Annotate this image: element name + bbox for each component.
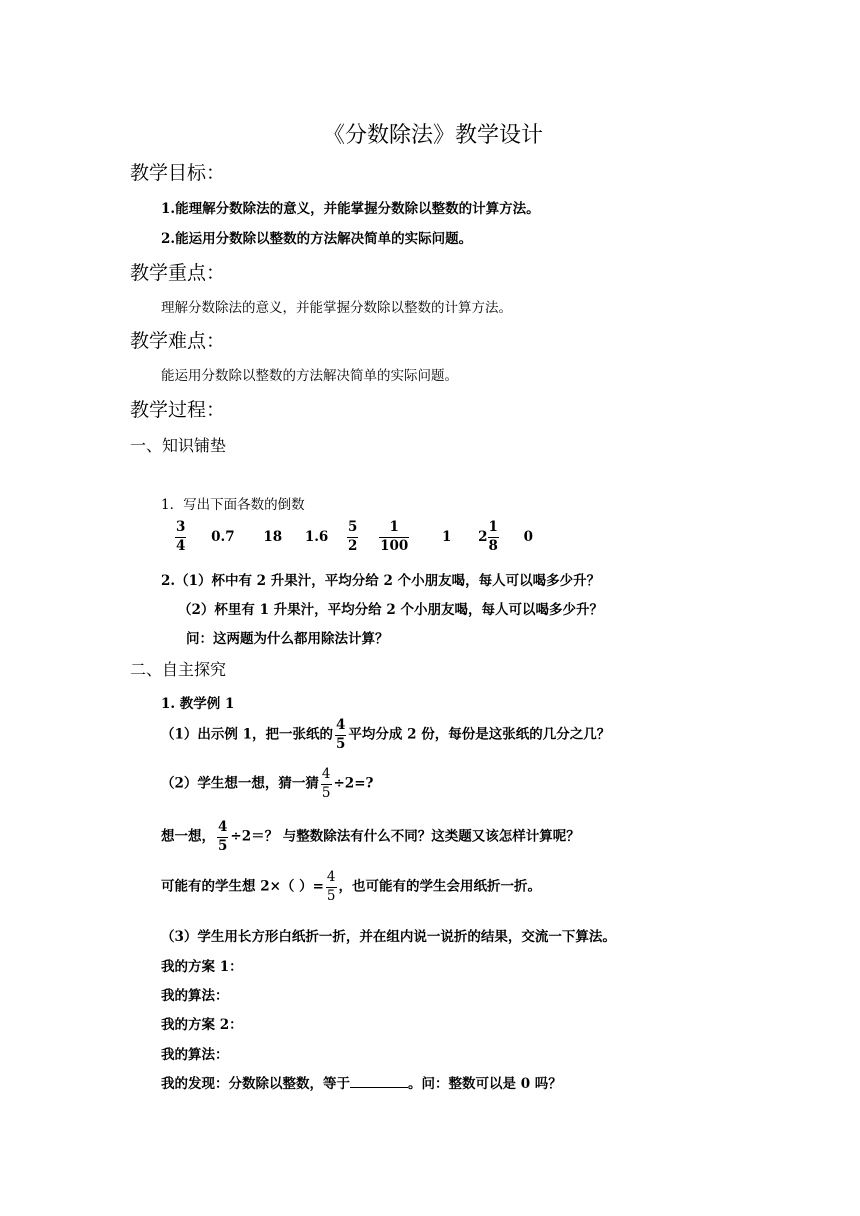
key-points-heading: 教学重点： bbox=[130, 262, 226, 284]
difficulty-text: 能运用分数除以整数的方法解决简单的实际问题。 bbox=[161, 368, 458, 384]
reciprocal-numbers-row bbox=[173, 521, 533, 553]
plan-2: 我的方案 2： bbox=[161, 1017, 243, 1033]
method-1: 我的算法： bbox=[161, 988, 229, 1004]
key-points-text: 理解分数除法的意义，并能掌握分数除以整数的计算方法。 bbox=[161, 300, 512, 316]
objective-2: 2.能运用分数除以整数的方法解决简单的实际问题。 bbox=[161, 231, 473, 247]
section-1-heading: 一、知识铺垫 bbox=[130, 436, 227, 455]
number-1: 1 bbox=[442, 528, 452, 545]
discovery-line: 我的发现：分数除以整数，等于 。问：整数可以是 0 吗？ bbox=[161, 1076, 562, 1092]
task-2-question: 问：这两题为什么都用除法计算？ bbox=[186, 631, 389, 647]
fraction-4-5: $\frac{4}{5}$ bbox=[321, 766, 331, 801]
plan-1: 我的方案 1： bbox=[161, 959, 243, 975]
number-18: 18 bbox=[263, 528, 283, 545]
process-heading: 教学过程： bbox=[130, 399, 226, 421]
difficulty-heading: 教学难点： bbox=[130, 330, 226, 352]
section-2-heading: 二、自主探究 bbox=[130, 660, 227, 679]
task-2-part-2: （2）杯里有 1 升果汁，平均分给 2 个小朋友喝，每人可以喝多少升？ bbox=[178, 602, 603, 618]
page-title: 《分数除法》教学设计 bbox=[323, 123, 544, 148]
number-1-6: 1.6 bbox=[304, 528, 329, 545]
example-1-step-1: （1）出示例 1，把一张纸的 $\frac{4}{5}$ 平均分成 2 份，每份是这张纸的几分之几？ bbox=[161, 717, 611, 752]
task-1: 1．写出下面各数的倒数 bbox=[161, 497, 305, 513]
fraction-4-5: $\frac{4}{5}$ bbox=[336, 717, 346, 752]
task-2-part-1: 2.（1）杯中有 2 升果汁，平均分给 2 个小朋友喝，每人可以喝多少升？ bbox=[161, 573, 601, 589]
fraction-3-4: $\frac{3}{4}$ bbox=[176, 519, 186, 554]
possible-approach: 可能有的学生想 2×（ ）= $\frac{4}{5}$ ，也可能有的学生会用纸折一折。 bbox=[161, 869, 542, 904]
answer-blank bbox=[350, 1075, 408, 1088]
objectives-heading: 教学目标： bbox=[130, 162, 226, 184]
number-0-7: 0.7 bbox=[211, 528, 235, 545]
number-0: 0 bbox=[523, 528, 534, 545]
mixed-number-2-1-8: 2 $\frac{1}{8}$ bbox=[478, 519, 498, 554]
example-1-heading: 1. 教学例 1 bbox=[161, 696, 235, 712]
objective-1: 1.能理解分数除法的意义，并能掌握分数除以整数的计算方法。 bbox=[161, 201, 540, 217]
fraction-4-5: $\frac{4}{5}$ bbox=[218, 819, 228, 854]
fold-activity: （3）学生用长方形白纸折一折，并在组内说一说折的结果，交流一下算法。 bbox=[161, 929, 616, 945]
fraction-1-100: $\frac{1}{100}$ bbox=[380, 519, 409, 554]
fraction-5-2: $\frac{5}{2}$ bbox=[348, 519, 358, 554]
method-2: 我的算法： bbox=[161, 1047, 229, 1063]
fraction-4-5: $\frac{4}{5}$ bbox=[326, 869, 336, 904]
think-question: 想一想， $\frac{4}{5}$ ÷2＝？ 与整数除法有什么不同？这类题又该怎样计算呢？ bbox=[161, 819, 580, 854]
example-1-step-2: （2）学生想一想，猜一猜 $\frac{4}{5}$ ÷2=? bbox=[161, 766, 374, 801]
